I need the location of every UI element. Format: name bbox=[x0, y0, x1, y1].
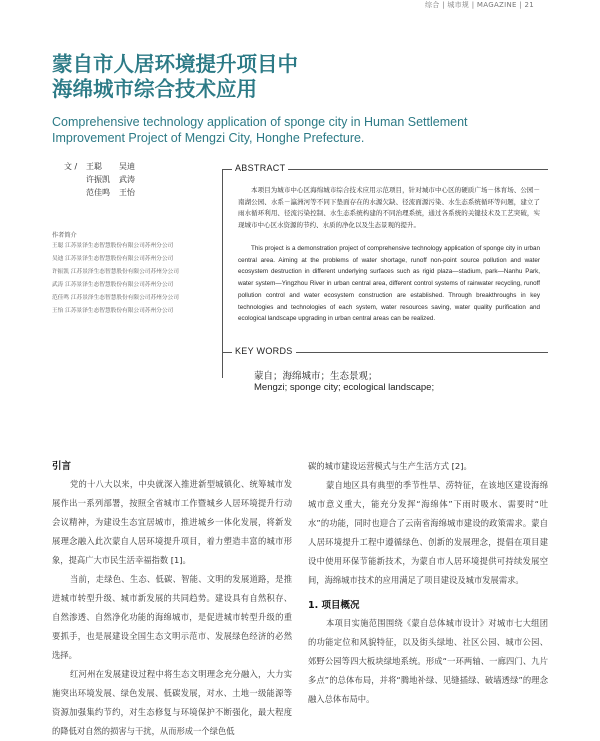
author-name: 王怡 bbox=[119, 188, 135, 197]
title-chinese-line1: 蒙自市人居环境提升项目中 bbox=[52, 52, 298, 76]
body-paragraph: 党的十八大以来，中央就深入推进新型城镇化、统筹城市发展作出一系列部署，按照全省城市工作暨城乡人居环境提升行动会议精神，为建设生态宜居城市，推进城乡一体化发展，将新发展理念融入此次蒙自人居环境提升项目，着力塑造丰富的城市形象，提高广大市民生活幸福指数 [1]。 bbox=[52, 479, 292, 565]
abstract-chinese: 本项目为城市中心区海绵城市综合技术应用示范项目，针对城市中心区的硬质广场－体育场、公园－南湖公园、水系－瀛洲河等不同下垫面存在的水源欠缺、径流面源污染、水生态系统循环等问题，建立了雨水循环利用、径流污染控制、水生态系统构建的不同治理系统，通过各系统的关键技术及工艺突破，实现城市中心区水资源的节约、水质的净化以及生态景观的提升。 bbox=[238, 186, 540, 230]
abstract-side-rule bbox=[222, 169, 223, 378]
author-name: 王聪 bbox=[86, 162, 102, 171]
author-name: 武涛 bbox=[119, 175, 135, 184]
title-english-line2: Improvement Project of Mengzi City, Honghe Prefecture. bbox=[52, 131, 365, 145]
affiliation-line: 武涛 江苏景泽生态智慧股份有限公司苏州分公司 bbox=[52, 282, 174, 288]
body-paragraph: 红河州在发展建设过程中将生态文明理念充分融入，大力实施突出环境发展、绿色发展、低碳发展，对水、土地一级能源等资源加强集约节约，对生态修复与环境保护不断强化，最大程度的降低对自然的损害与干扰，从而形成一个绿色低 bbox=[52, 669, 292, 736]
section-heading: 1. 项目概况 bbox=[308, 600, 360, 611]
body-paragraph: 蒙自地区具有典型的季节性旱、涝特征，在该地区建设海绵城市意义重大，能充分发挥“海绵体”下雨时吸水、需要时“吐水”的功能，同时也迎合了云南省海绵城市建设的政策需求。蒙自人居环境提升工程中遵循绿色、创新的发展理念，提倡在项目建设中使用环保节能新技术，为蒙自市人居环境提供可持续发展空间，海绵城市技术的应用满足了项目建设及城市发展需求。 bbox=[308, 480, 548, 585]
body-paragraph: 当前，走绿色、生态、低碳、智能、文明的发展道路，是推进城市转型升级、城市新发展的共同趋势。建设具有自然积存、自然渗透、自然净化功能的海绵城市，是促进城市转型升级的重要抓手，也是展建设全国生态文明示范市、发展绿色经济的必然选择。 bbox=[52, 574, 292, 660]
intro-heading: 引言 bbox=[52, 461, 72, 472]
title-english-line1: Comprehensive technology application of sponge city in Human Settlement bbox=[52, 115, 468, 129]
affiliation-line: 王聪 江苏景泽生态智慧股份有限公司苏州分公司 bbox=[52, 243, 174, 249]
abstract-heading: ABSTRACT bbox=[232, 163, 288, 173]
author-block bbox=[64, 160, 152, 199]
author-name: 范佳鸣 bbox=[86, 188, 110, 197]
author-name: 吴迪 bbox=[119, 162, 135, 171]
author-name: 许振凯 bbox=[86, 175, 110, 184]
author-affiliations bbox=[52, 240, 179, 318]
affiliation-line: 王怡 江苏景泽生态智慧股份有限公司苏州分公司 bbox=[52, 308, 174, 314]
title-chinese-line2: 海绵城市综合技术应用 bbox=[52, 77, 257, 101]
author-label: 文 / bbox=[64, 162, 78, 171]
keywords-chinese: 蒙自；海绵城市；生态景观； bbox=[254, 371, 378, 382]
affiliation-line: 吴迪 江苏景泽生态智慧股份有限公司苏州分公司 bbox=[52, 256, 174, 262]
body-left-column bbox=[52, 459, 292, 741]
keywords-english: Mengzi; sponge city; ecological landscape; bbox=[254, 382, 435, 393]
author-info-heading: 作者简介 bbox=[52, 232, 77, 239]
affiliation-line: 范佳鸣 江苏景泽生态智慧股份有限公司苏州分公司 bbox=[52, 295, 179, 301]
abstract-english: This project is a demonstration project of comprehensive technology application of sponge city in urban central area. Aiming at the problems of water shortage, runoff non-point source pollution and water ecosystem destruction in different underlying surfaces such as rigid plaza—stadium, park—Nanhu Park, water system—Yingzhou River in urban central area, different control systems of rainwater recycling, runoff pollution control and water ecosystem construction are established. Through breakthroughs in key technologies and technologies of each system, water resources saving, water quality purification and ecological landscape upgrading in urban central areas can be realized. bbox=[238, 245, 540, 323]
body-paragraph: 碳的城市建设运营模式与生产生活方式 [2]。 bbox=[308, 461, 472, 471]
body-paragraph: 本项目实施范围围绕《蒙自总体城市设计》对城市七大组团的功能定位和风貌特征，以及街头绿地、社区公园、城市公园、郊野公园等四大板块绿地系统。形成“一环两轴、一廊四门、九片多点”的总体布局，并将“腾地补绿、见缝插绿、破墙透绿”的理念融入总体布局中。 bbox=[308, 618, 548, 704]
body-right-column bbox=[308, 457, 548, 709]
running-head: 综合 | 城市规 | MAGAZINE | 21 bbox=[425, 1, 534, 9]
keywords-heading: KEY WORDS bbox=[232, 346, 296, 356]
affiliation-line: 许振凯 江苏景泽生态智慧股份有限公司苏州分公司 bbox=[52, 269, 179, 275]
